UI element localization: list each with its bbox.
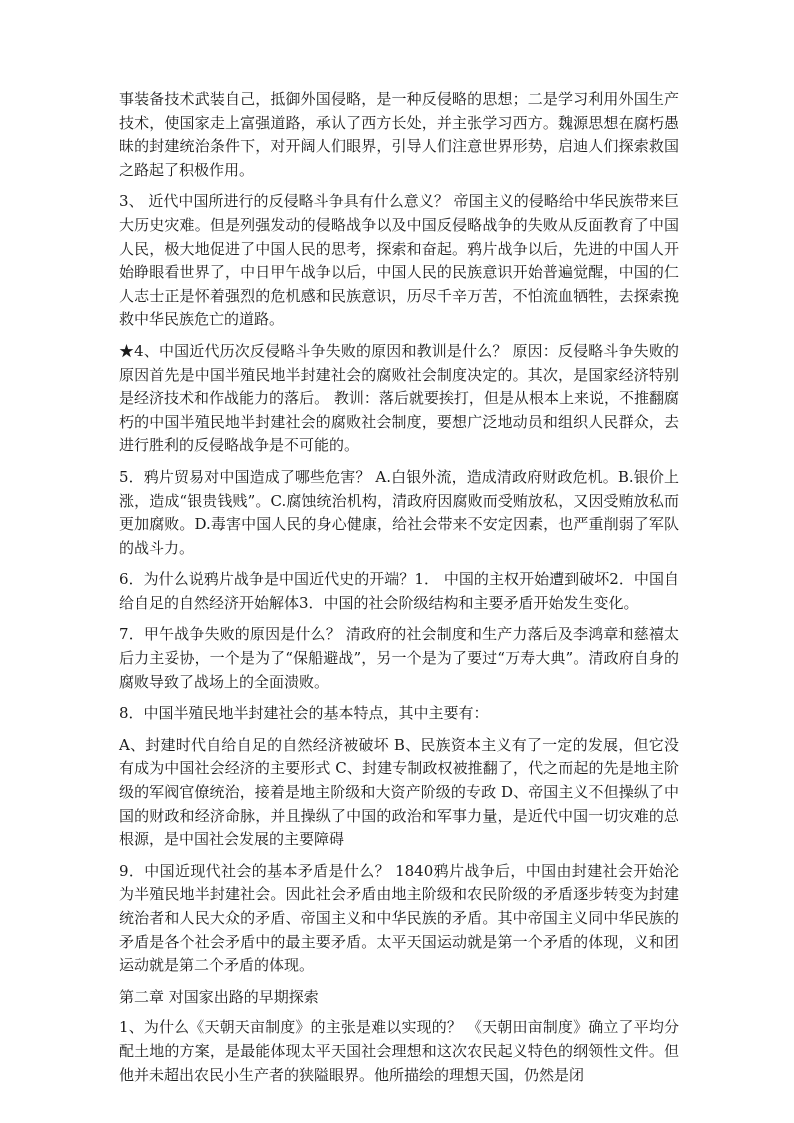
paragraph-q4-failure-reasons: ★4、中国近代历次反侵略斗争失败的原因和教训是什么？ 原因：反侵略斗争失败的原因首先是中国半殖民地半封建社会的腐败社会制度决定的。其次，是国家经济特别是经济技术和作战能力的落后。 教训：落后就要挨打，但是从根本上来说，不推翻腐朽的中国半殖民地半封建社会的腐败社会制度，要想广泛地动员和组织人民群众，去进行胜利的反侵略战争是不可能的。 <box>119 341 679 455</box>
paragraph-ch2-q1: 1、为什么《天朝天亩制度》的主张是难以实现的？ 《天朝田亩制度》确立了平均分配土地的方案，是最能体现太平天国社会理想和这次农民起义特色的纲领性文件。但他并未超出农民小生产者的狭隘眼界。他所描绘的理想天国，仍然是闭 <box>119 1018 679 1084</box>
paragraph-q8-features: A、封建时代自给自足的自然经济被破坏 B、民族资本主义有了一定的发展，但它没有成为中国社会经济的主要形式 C、封建专制政权被推翻了，代之而起的先是地主阶级的军阀官僚统治，接着是地主阶级和大资产阶级的专政 D、帝国主义不但操纵了中国的财政和经济命脉，并且操纵了中国的政治和军事力量，是近代中国一切灾难的总根源，是中国社会发展的主要障碍 <box>119 735 679 849</box>
paragraph-q7-jiawu-war: 7．甲午战争失败的原因是什么？ 清政府的社会制度和生产力落后及李鸿章和慈禧太后力主妥协，一个是为了“保船避战”，另一个是为了要过“万寿大典”。清政府自身的腐败导致了战场上的全面溃败。 <box>119 625 679 691</box>
document-page <box>119 88 679 1095</box>
paragraph-q5-opium-harm: 5．鸦片贸易对中国造成了哪些危害？ A.白银外流，造成清政府财政危机。B.银价上涨，造成“银贵钱贱”。C.腐蚀统治机构，清政府因腐败而受贿放私，又因受贿放私而更加腐败。D.毒害中国人民的身心健康，给社会带来不安定因素，也严重削弱了军队的战斗力。 <box>119 467 679 557</box>
paragraph-q8-intro: 8．中国半殖民地半封建社会的基本特点，其中主要有： <box>119 704 489 723</box>
paragraph-q6-opium-war-start: 6．为什么说鸦片战争是中国近代史的开端？1． 中国的主权开始遭到破坏2．中国自给自足的自然经济开始解体3．中国的社会阶级结构和主要矛盾开始发生变化。 <box>119 570 679 612</box>
chapter-heading: 第二章 对国家出路的早期探索 <box>119 987 319 1006</box>
paragraph-weiyuan-thought: 事装备技术武装自己，抵御外国侵略，是一种反侵略的思想；二是学习利用外国生产技术，使国家走上富强道路，承认了西方长处，并主张学习西方。魏源思想在腐朽愚昧的封建统治条件下，对开阔人们眼界，引导人们注意世界形势，启迪人们探索救国之路起了积极作用。 <box>119 90 679 179</box>
paragraph-q3-significance: 3、 近代中国所进行的反侵略斗争具有什么意义？ 帝国主义的侵略给中华民族带来巨大历史灾难。但是列强发动的侵略战争以及中国反侵略战争的失败从反面教育了中国人民，极大地促进了中国人民的思考，探索和奋起。鸦片战争以后，先进的中国人开始睁眼看世界了，中日甲午战争以后，中国人民的民族意识开始普遍觉醒，中国的仁人志士正是怀着强烈的危机感和民族意识，历尽千辛万苦，不怕流血牺牲，去探索挽救中华民族危亡的道路。 <box>119 192 679 329</box>
paragraph-q9-contradictions: 9．中国近现代社会的基本矛盾是什么？ 1840鸦片战争后，中国由封建社会开始沦为半殖民地半封建社会。因此社会矛盾由地主阶级和农民阶级的矛盾逐步转变为封建统治者和人民大众的矛盾、帝国主义和中华民族的矛盾。其中帝国主义同中华民族的矛盾是各个社会矛盾中的最主要矛盾。太平天国运动就是第一个矛盾的体现，义和团运动就是第二个矛盾的体现。 <box>119 861 679 975</box>
